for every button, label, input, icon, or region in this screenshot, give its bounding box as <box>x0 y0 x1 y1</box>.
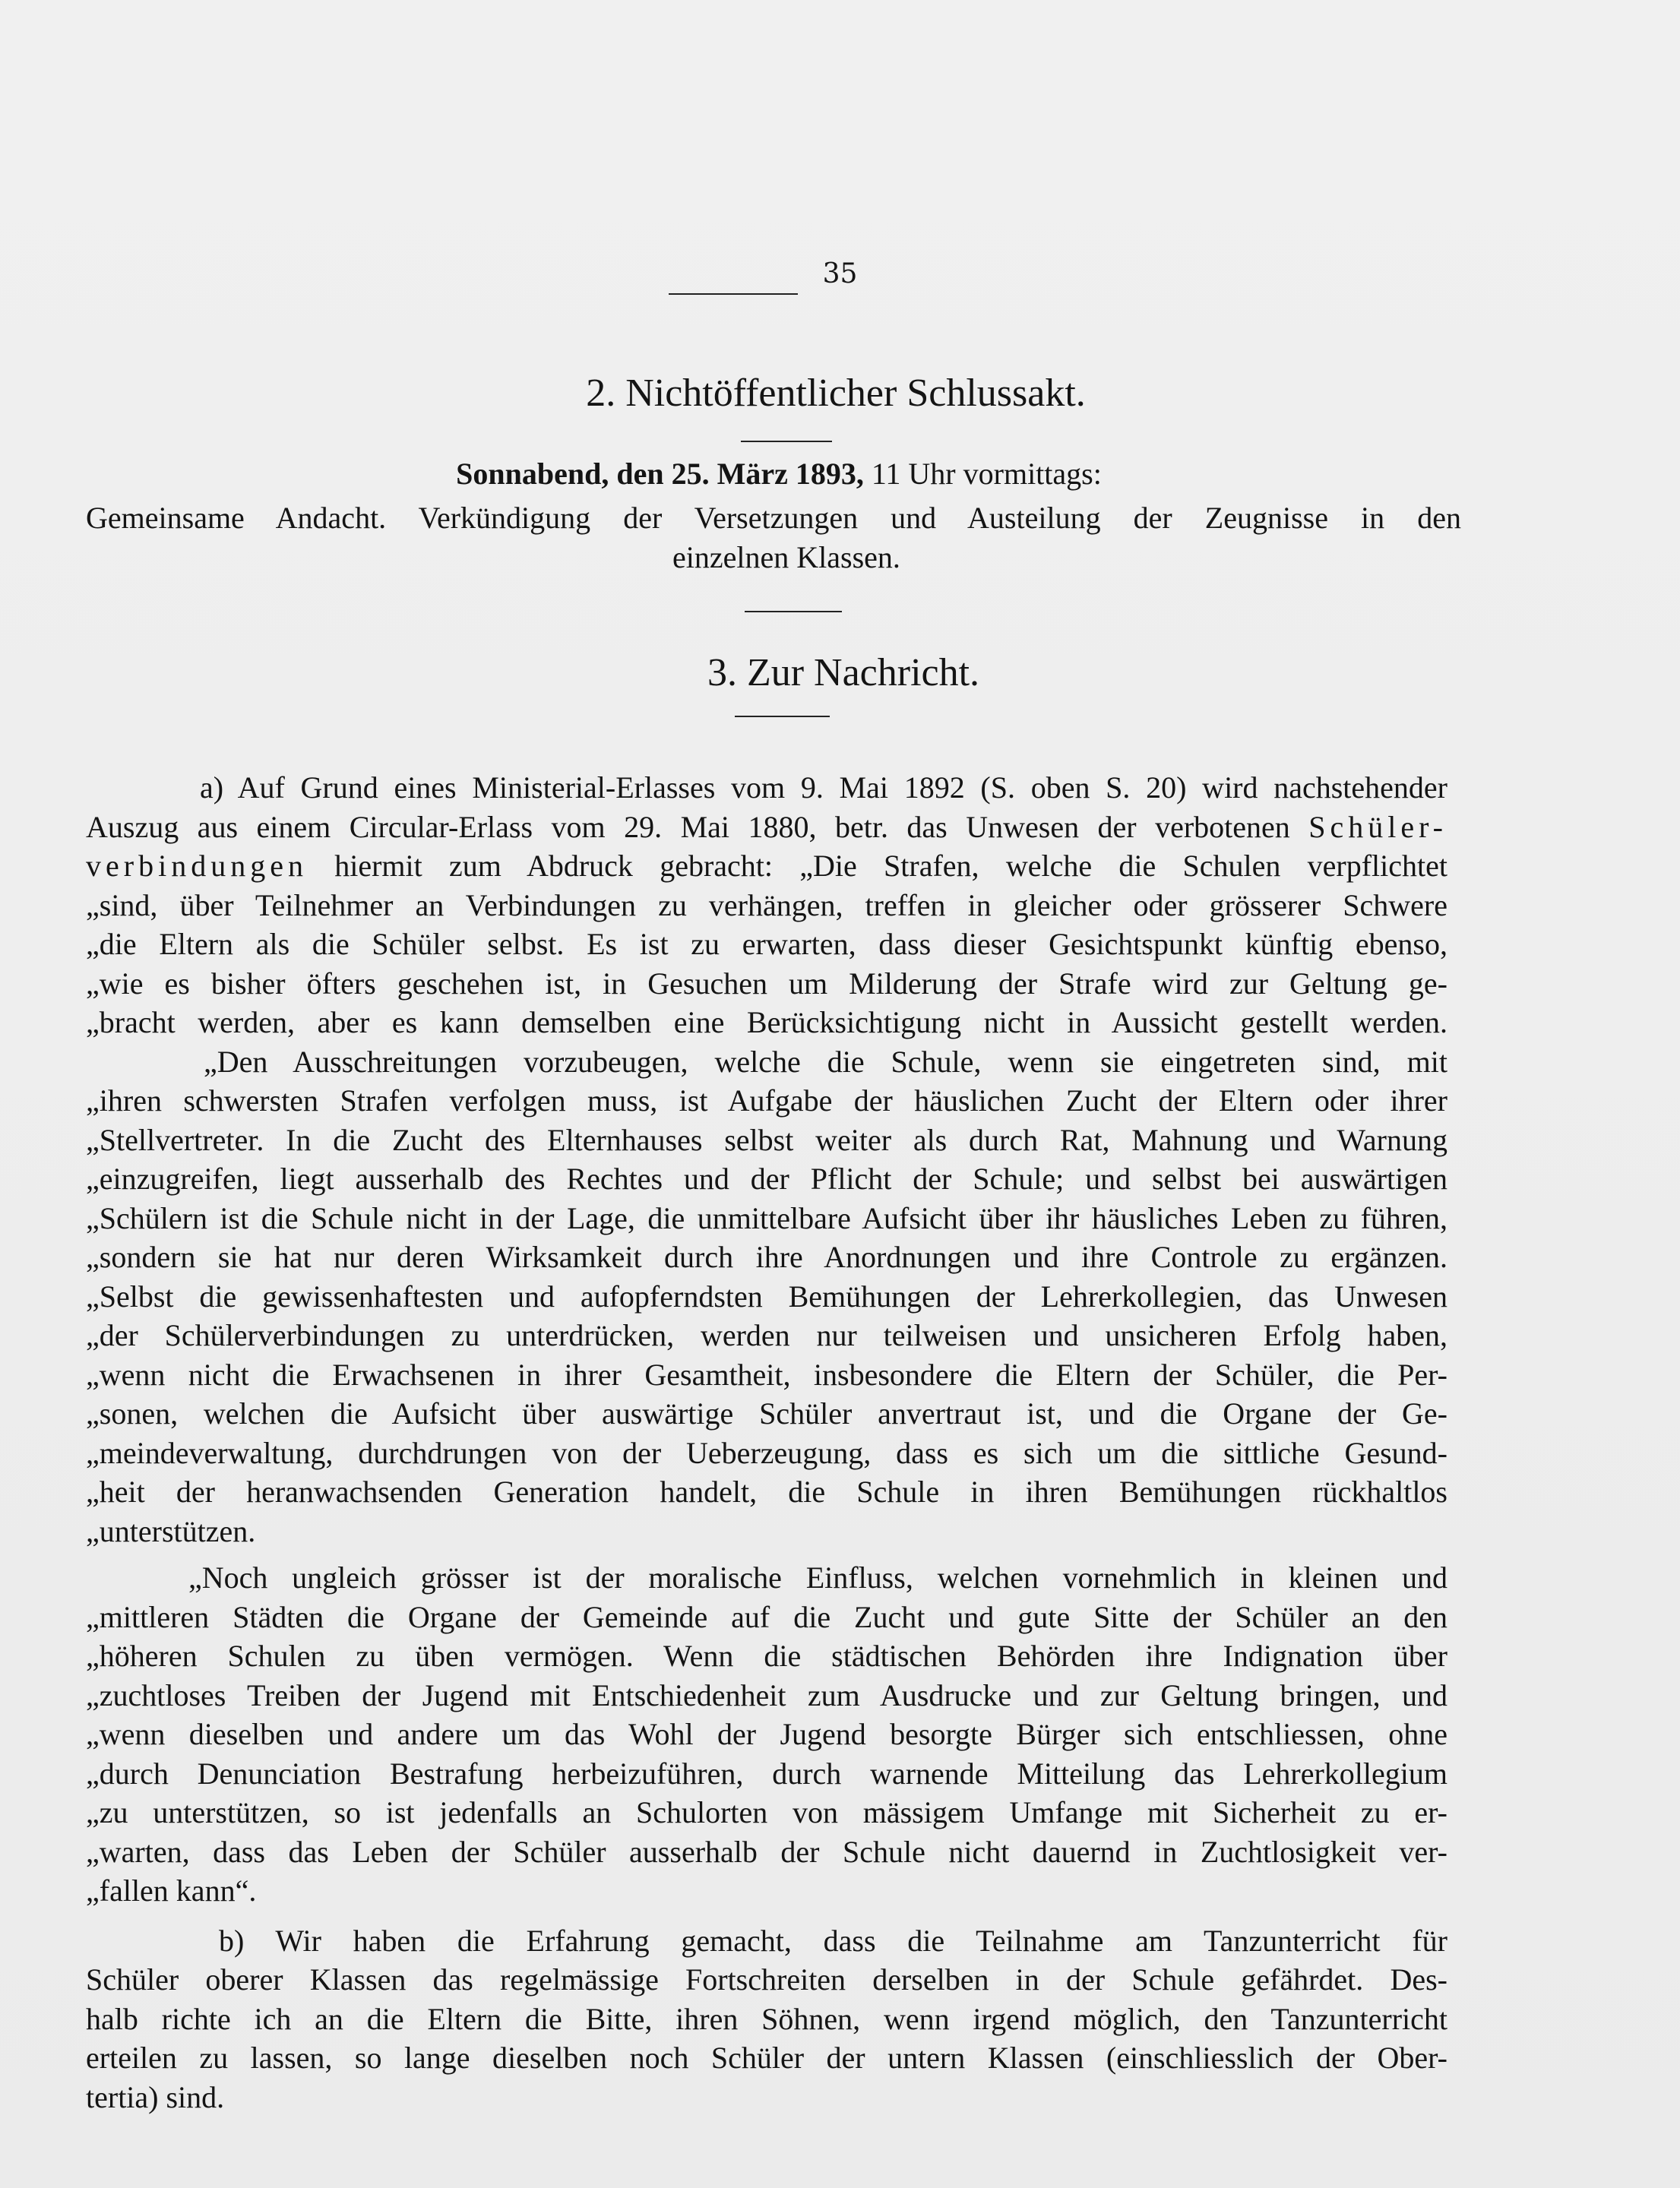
section-3-line: a) Auf Grund eines Ministerial-Erlasses vom 9. Mai 1892 (S. oben S. 20) wird nachstehender <box>200 770 1447 805</box>
section-3-line: „bracht werden, aber es kann demselben eine Berücksichtigung nicht in Aussicht gestellt werden. <box>86 1005 1447 1039</box>
section-2-end-rule <box>745 611 842 612</box>
section-3-line: „wie es bisher öfters geschehen ist, in Gesuchen um Milderung der Strafe wird zur Geltung ge- <box>86 966 1447 1001</box>
section-3-line: „Den Ausschreitungen vorzubeugen, welche die Schule, wenn sie eingetreten sind, mit <box>204 1044 1447 1079</box>
section-3-line <box>86 811 1447 844</box>
section-3-line: „Noch ungleich grösser ist der moralische Einfluss, welchen vornehmlich in kleinen und <box>188 1560 1447 1595</box>
section-3-line: „mittleren Städten die Organe der Gemeinde auf die Zucht und gute Sitte der Schüler an den <box>86 1599 1447 1634</box>
section-3-line: „warten, dass das Leben der Schüler ausserhalb der Schule nicht dauernd in Zuchtlosigkeit ver- <box>86 1834 1447 1869</box>
section-2-line: Gemeinsame Andacht. Verkündigung der Versetzungen und Austeilung der Zeugnisse in den <box>86 501 1461 535</box>
section-3-line: „der Schülerverbindungen zu unterdrücken, werden nur teilweisen und unsicheren Erfolg haben, <box>86 1318 1447 1352</box>
section-3-line: „durch Denunciation Bestrafung herbeizuführen, durch warnende Mitteilung das Lehrerkollegium <box>86 1756 1447 1791</box>
section-3-line: „wenn nicht die Erwachsenen in ihrer Gesamtheit, insbesondere die Eltern der Schüler, die Per- <box>86 1357 1447 1392</box>
section-3-line: „fallen kann“. <box>86 1873 257 1908</box>
section-2-title: 2. Nichtöffentlicher Schlussakt. <box>586 372 1086 415</box>
page-number: 35 <box>822 258 858 289</box>
section-3-line-text: hiermit zum Abdruck gebracht: „Die Strafen, welche die Schulen verpflichtet <box>307 849 1447 883</box>
section-2-line: einzelnen Klassen. <box>672 540 900 574</box>
section-3-line-text: Auszug aus einem Circular-Erlass vom 29. Mai 1880, betr. das Unwesen der verbotenen <box>86 809 1309 844</box>
top-rule <box>669 293 798 295</box>
section-3-line: „zu unterstützen, so ist jedenfalls an Schulorten von mässigem Umfange mit Sicherheit zu er- <box>86 1795 1447 1829</box>
section-2-date-line <box>228 457 1330 491</box>
section-3-line: erteilen zu lassen, so lange dieselben noch Schüler der untern Klassen (einschliesslich der Ober- <box>86 2041 1447 2075</box>
section-3-title: 3. Zur Nachricht. <box>707 651 980 694</box>
section-3-line: „sondern sie hat nur deren Wirksamkeit durch ihre Anordnungen und ihre Controle zu ergänzen. <box>86 1240 1447 1274</box>
section-3-line: „sonen, welchen die Aufsicht über auswärtige Schüler anvertraut ist, und die Organe der Ge- <box>86 1396 1447 1431</box>
section-2-date-bold: Sonnabend, den 25. März 1893, <box>456 457 864 491</box>
spaced-word: verbindungen <box>86 849 308 883</box>
section-2-rule <box>741 441 832 442</box>
section-3-line: „die Eltern als die Schüler selbst. Es ist zu erwarten, dass dieser Gesichtspunkt künftig ebenso, <box>86 927 1447 961</box>
section-3-line: „Stellvertreter. In die Zucht des Elternhauses selbst weiter als durch Rat, Mahnung und Warnung <box>86 1122 1447 1157</box>
section-3-line: halb richte ich an die Eltern die Bitte, ihren Söhnen, wenn irgend möglich, den Tanzunterricht <box>86 2001 1447 2036</box>
section-3-line: tertia) sind. <box>86 2079 225 2114</box>
section-3-line: Schüler oberer Klassen das regelmässige Fortschreiten derselben in der Schule gefährdet. Des- <box>86 1962 1447 1997</box>
section-3-line: „Selbst die gewissenhaftesten und aufopferndsten Bemühungen der Lehrerkollegien, das Unwesen <box>86 1279 1447 1314</box>
section-3-line: „zuchtloses Treiben der Jugend mit Entschiedenheit zum Ausdrucke und zur Geltung bringen, und <box>86 1677 1447 1712</box>
spaced-word: Schüler- <box>1308 809 1447 844</box>
section-2-date-rest: 11 Uhr vormittags: <box>863 457 1102 491</box>
section-3-rule <box>735 716 830 717</box>
section-3-line <box>86 849 1447 883</box>
section-3-line: „unterstützen. <box>86 1513 256 1548</box>
section-3-line: b) Wir haben die Erfahrung gemacht, dass die Teilnahme am Tanzunterricht für <box>219 1923 1447 1958</box>
section-3-line: „sind, über Teilnehmer an Verbindungen zu verhängen, treffen in gleicher oder grösserer Schwere <box>86 887 1447 922</box>
section-3-line: „einzugreifen, liegt ausserhalb des Rechtes und der Pflicht der Schule; und selbst bei auswärtigen <box>86 1162 1447 1196</box>
section-3-line: „heit der heranwachsenden Generation handelt, die Schule in ihren Bemühungen rückhaltlos <box>86 1475 1447 1509</box>
section-3-line: „Schülern ist die Schule nicht in der Lage, die unmittelbare Aufsicht über ihr häusliches Leben zu führen, <box>86 1200 1447 1235</box>
section-3-line: „ihren schwersten Strafen verfolgen muss, ist Aufgabe der häuslichen Zucht der Eltern oder ihrer <box>86 1083 1447 1118</box>
section-3-line: „höheren Schulen zu üben vermögen. Wenn die städtischen Behörden ihre Indignation über <box>86 1639 1447 1673</box>
section-3-line: „meindeverwaltung, durchdrungen von der Ueberzeugung, dass es sich um die sittliche Gesund- <box>86 1435 1447 1470</box>
section-3-line: „wenn dieselben und andere um das Wohl der Jugend besorgte Bürger sich entschliessen, ohne <box>86 1717 1447 1751</box>
